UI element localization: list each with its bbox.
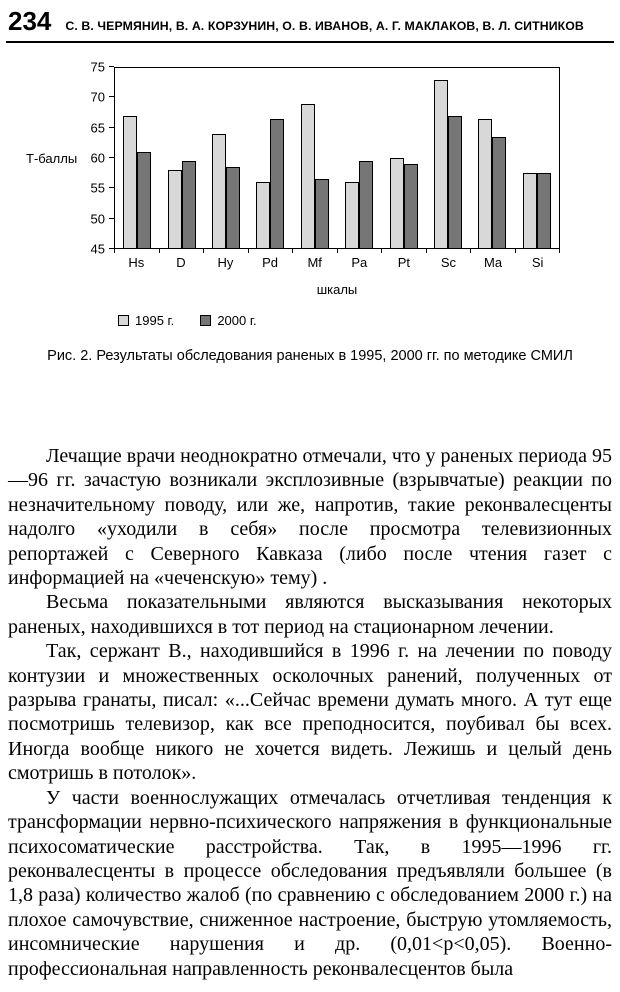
y-tick-label: 75 bbox=[90, 59, 105, 75]
bar-group-Pt bbox=[381, 68, 425, 248]
y-tick-label: 55 bbox=[90, 180, 105, 196]
bar-Hy bbox=[226, 167, 240, 248]
y-tick-label: 65 bbox=[90, 120, 105, 136]
body-text bbox=[6, 444, 614, 981]
bar-Pd bbox=[270, 119, 284, 248]
bar-Sc bbox=[448, 116, 462, 248]
authors: С. В. ЧЕРМЯНИН, В. А. КОРЗУНИН, О. В. ИВАНОВ, А. Г. МАКЛАКОВ, В. Л. СИТНИКОВ bbox=[65, 19, 584, 33]
y-tick-label: 60 bbox=[90, 150, 105, 166]
x-tick-label: Ma bbox=[484, 255, 503, 270]
x-tick-label: Hs bbox=[128, 255, 145, 270]
bar-group-Mf bbox=[293, 68, 337, 248]
bar-Ma bbox=[478, 119, 492, 248]
bar-Pa bbox=[345, 182, 359, 248]
plot-area bbox=[114, 67, 560, 249]
legend-label: 1995 г. bbox=[135, 313, 175, 328]
x-tick-mark bbox=[293, 249, 338, 253]
x-tick-label: D bbox=[176, 255, 186, 270]
page-number: 234 bbox=[8, 6, 52, 36]
bar-Hy bbox=[212, 134, 226, 248]
bar-Pt bbox=[390, 158, 404, 248]
bar-Sc bbox=[434, 80, 448, 248]
legend-swatch bbox=[200, 315, 211, 326]
bar-group-Sc bbox=[426, 68, 470, 248]
legend-swatch bbox=[118, 315, 129, 326]
bar-D bbox=[182, 161, 196, 248]
y-tick-label: 50 bbox=[90, 211, 105, 227]
legend bbox=[118, 313, 614, 328]
bar-Pd bbox=[256, 182, 270, 248]
bar-D bbox=[168, 170, 182, 248]
bar-Hs bbox=[137, 152, 151, 248]
x-axis-ticks bbox=[114, 249, 560, 253]
legend-label: 2000 г. bbox=[217, 313, 257, 328]
page-header bbox=[6, 6, 614, 43]
x-tick-label: Mf bbox=[307, 255, 322, 270]
x-tick-label: Sc bbox=[440, 255, 457, 270]
y-tick-label: 70 bbox=[90, 89, 105, 105]
bar-Si bbox=[523, 173, 537, 248]
x-tick-mark bbox=[114, 249, 160, 253]
bar-Si bbox=[537, 173, 551, 248]
paragraph: Так, сержант В., находившийся в 1996 г. на лечении по поводу контузии и множественных осколочных ранений, полученных от разрыва гранаты, писал: «...Сейчас времени думать много. А тут еще посмотришь телевизор, как все преподносится, поубивал бы всех. Иногда вообще никого не хочется видеть. Лежишь и целый день смотришь в потолок». bbox=[8, 640, 612, 785]
x-tick-mark bbox=[516, 249, 561, 253]
x-tick-mark bbox=[471, 249, 516, 253]
bar-group-Hy bbox=[204, 68, 248, 248]
bar-group-Pd bbox=[248, 68, 292, 248]
figure-caption: Рис. 2. Результаты обследования раненых в 1995, 2000 гг. по методике СМИЛ bbox=[47, 348, 573, 364]
x-tick-label: Pd bbox=[262, 255, 279, 270]
x-axis-labels bbox=[114, 255, 560, 270]
x-tick-mark bbox=[382, 249, 427, 253]
bar-Mf bbox=[301, 104, 315, 248]
x-tick-label: Pt bbox=[397, 255, 410, 270]
x-tick-mark bbox=[204, 249, 249, 253]
bar-Ma bbox=[492, 137, 506, 248]
bar-group-Pa bbox=[337, 68, 381, 248]
figure bbox=[26, 59, 614, 328]
x-axis-title: шкалы bbox=[316, 282, 358, 297]
x-tick-mark bbox=[427, 249, 472, 253]
bar-Hs bbox=[123, 116, 137, 248]
chart bbox=[26, 59, 614, 257]
bar-Pa bbox=[359, 161, 373, 248]
paragraph: Весьма показательными являются высказывания некоторых раненых, находившихся в тот период на стационарном лечении. bbox=[8, 591, 612, 638]
y-axis bbox=[82, 59, 114, 257]
paragraph: У части военнослужащих отмечалась отчетливая тенденция к трансформации нервно-психического напряжения в функциональные психосоматические расстройства. Так, в 1995—1996 гг. реконвалесценты в процессе обследования предъявляли большее (в 1,8 раза) количество жалоб (по сравнению с обследованием 2000 г.) на плохое самочувствие, сниженное настроение, быструю утомляемость, инсомнические нарушения и др. (0,01<p<0,05). Военно-профессиональная направленность реконвалесцентов была bbox=[8, 786, 612, 980]
bar-Pt bbox=[404, 164, 418, 248]
bar-Mf bbox=[315, 179, 329, 248]
bar-group-Si bbox=[515, 68, 559, 248]
paragraph: Лечащие врачи неоднократно отмечали, что у раненых периода 95—96 гг. зачастую возникали эксплозивные (взрывчатые) реакции по незначительному поводу, или же, напротив, такие реконвалесценты надолго «уходили в себя» после просмотра телевизионных репортажей с Северного Кавказа (либо после чтения газет с информацией на «чеченскую» тему) . bbox=[8, 445, 612, 590]
y-axis-title: Т-баллы bbox=[26, 150, 78, 166]
bar-group-D bbox=[159, 68, 203, 248]
bar-group-Hs bbox=[115, 68, 159, 248]
x-tick-label: Hy bbox=[217, 255, 234, 270]
x-tick-mark bbox=[160, 249, 205, 253]
bar-group-Ma bbox=[470, 68, 514, 248]
x-tick-mark bbox=[249, 249, 294, 253]
x-tick-label: Pa bbox=[351, 255, 368, 270]
x-tick-label: Si bbox=[531, 255, 544, 270]
y-tick-label: 45 bbox=[90, 241, 105, 257]
x-tick-mark bbox=[338, 249, 383, 253]
legend-item bbox=[118, 313, 174, 328]
legend-item bbox=[200, 313, 256, 328]
